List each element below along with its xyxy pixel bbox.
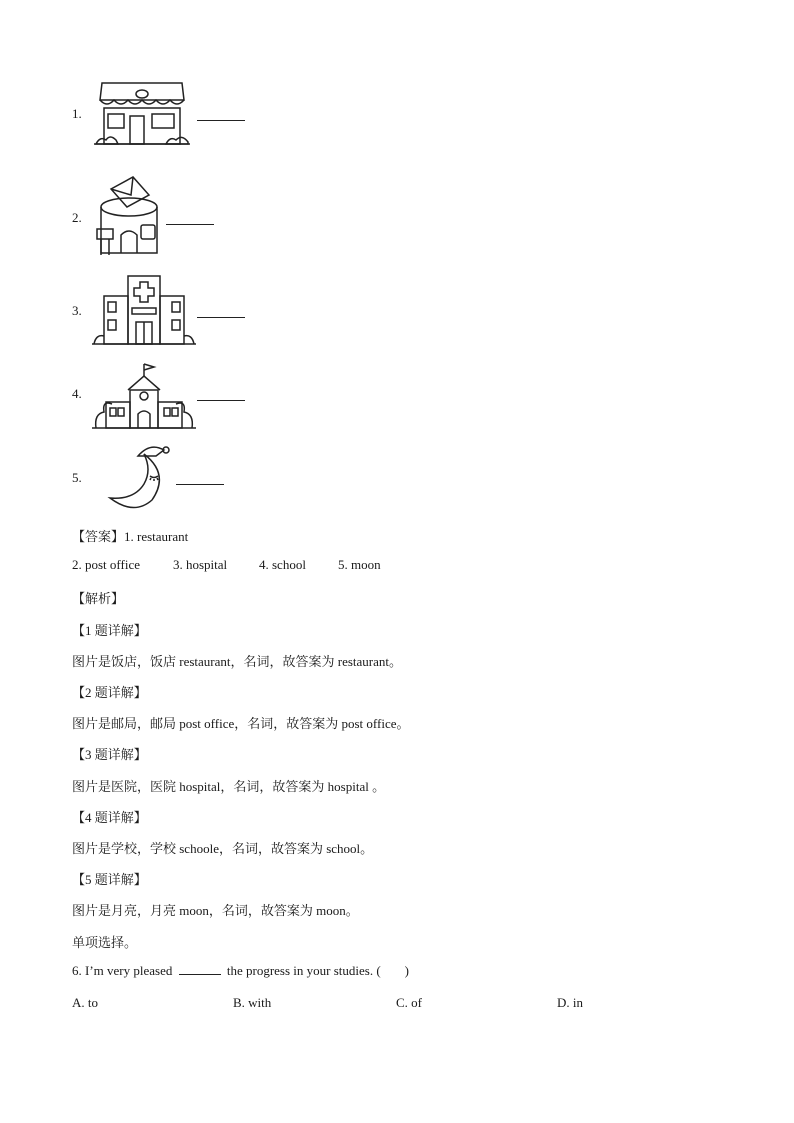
answer-1: 1. restaurant [124,529,189,544]
item-number-4: 4. [72,386,82,401]
item-number-5: 5. [72,470,82,485]
detail-text-3: 图片是医院，医院 hospital，名词，故答案为 hospital 。 [72,779,386,794]
analysis-label: 【解析】 [72,591,125,606]
item-number-3: 3. [72,303,82,318]
detail-text-2: 图片是邮局，邮局 post office，名词，故答案为 post office。 [72,716,410,731]
option-d: D. in [557,995,583,1010]
option-c: C. of [396,995,422,1010]
detail-heading-4: 【4 题详解】 [72,810,147,825]
answer-3: 3. hospital [173,557,228,572]
detail-heading-1: 【1 题详解】 [72,623,147,638]
detail-heading-2: 【2 题详解】 [72,685,147,700]
answer-2: 2. post office [72,557,140,572]
detail-heading-5: 【5 题详解】 [72,872,147,887]
restaurant-picture [92,78,192,148]
detail-text-1: 图片是饭店，饭店 restaurant，名词，故答案为 restaurant。 [72,654,403,669]
answer-blank-1 [197,119,245,121]
question-6-blank [179,973,221,975]
answer-blank-4 [197,399,245,401]
detail-text-4: 图片是学校，学校 schoole，名词，故答案为 school。 [72,841,374,856]
question-6-prefix: 6. I’m very pleased [72,963,173,978]
hospital-picture [92,274,196,346]
post-office-picture [93,175,165,261]
answer-5: 5. moon [338,557,381,572]
question-6 [72,963,409,979]
question-6-suffix: the progress in your studies. ( [226,963,381,978]
question-6-close: ) [404,963,410,978]
detail-text-5: 图片是月亮，月亮 moon，名词，故答案为 moon。 [72,903,359,918]
answer-line [72,526,188,545]
section-title: 单项选择。 [72,935,138,950]
answer-label: 【答案】 [72,529,125,544]
detail-heading-3: 【3 题详解】 [72,747,147,762]
option-b: B. with [233,995,272,1010]
item-number-1: 1. [72,106,82,121]
school-picture [92,362,196,430]
item-number-2: 2. [72,210,82,225]
moon-picture [104,440,174,512]
answer-4: 4. school [259,557,306,572]
option-a: A. to [72,995,98,1010]
answer-blank-3 [197,316,245,318]
answer-blank-2 [166,223,214,225]
answer-blank-5 [176,483,224,485]
